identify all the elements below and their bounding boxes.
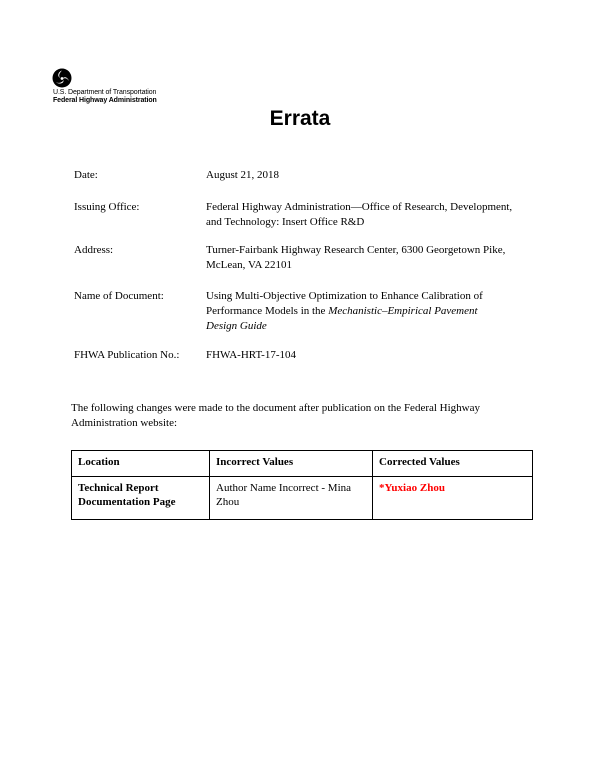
address-value: Turner-Fairbank Highway Research Center, 6300 Georgetown Pike, McLean, VA 22101 bbox=[206, 244, 506, 271]
corrected-value-text: *Yuxiao Zhou bbox=[379, 482, 445, 494]
header-location: Location bbox=[72, 451, 210, 477]
header-corrected-values: Corrected Values bbox=[373, 451, 533, 477]
date-value: August 21, 2018 bbox=[206, 169, 280, 181]
table-row bbox=[72, 477, 533, 520]
table-header-row bbox=[72, 451, 533, 477]
date-label: Date: bbox=[74, 169, 98, 181]
agency-department-name: U.S. Department of Transportation bbox=[53, 89, 157, 96]
changes-intro-text: The following changes were made to the document after publication on the Federal Highway Administration website: bbox=[71, 402, 481, 429]
issuing-office-label: Issuing Office: bbox=[74, 201, 140, 213]
cell-incorrect-value: Author Name Incorrect - Mina Zhou bbox=[210, 477, 373, 520]
issuing-office-value: Federal Highway Administration—Office of Research, Development, and Technology: Insert Office R&D bbox=[206, 201, 513, 228]
errata-table bbox=[71, 450, 533, 520]
publication-number-label: FHWA Publication No.: bbox=[74, 349, 180, 361]
document-name-italic: Mechanistic–Empirical Pavement Design Guide bbox=[206, 305, 478, 332]
agency-header bbox=[51, 68, 181, 108]
header-incorrect-values: Incorrect Values bbox=[210, 451, 373, 477]
page-title: Errata bbox=[269, 107, 331, 130]
publication-number-value: FHWA-HRT-17-104 bbox=[206, 349, 296, 361]
agency-administration-name: Federal Highway Administration bbox=[53, 97, 157, 104]
address-label: Address: bbox=[74, 244, 114, 256]
cell-location: Technical Report Documentation Page bbox=[72, 477, 210, 520]
document-name-value bbox=[206, 289, 511, 334]
cell-corrected-value bbox=[373, 477, 533, 520]
document-name-plain: Using Multi-Objective Optimization to Enhance Calibration of Performance Models in the bbox=[206, 290, 483, 317]
document-name-label: Name of Document: bbox=[74, 290, 164, 302]
dot-logo-icon bbox=[52, 68, 72, 88]
